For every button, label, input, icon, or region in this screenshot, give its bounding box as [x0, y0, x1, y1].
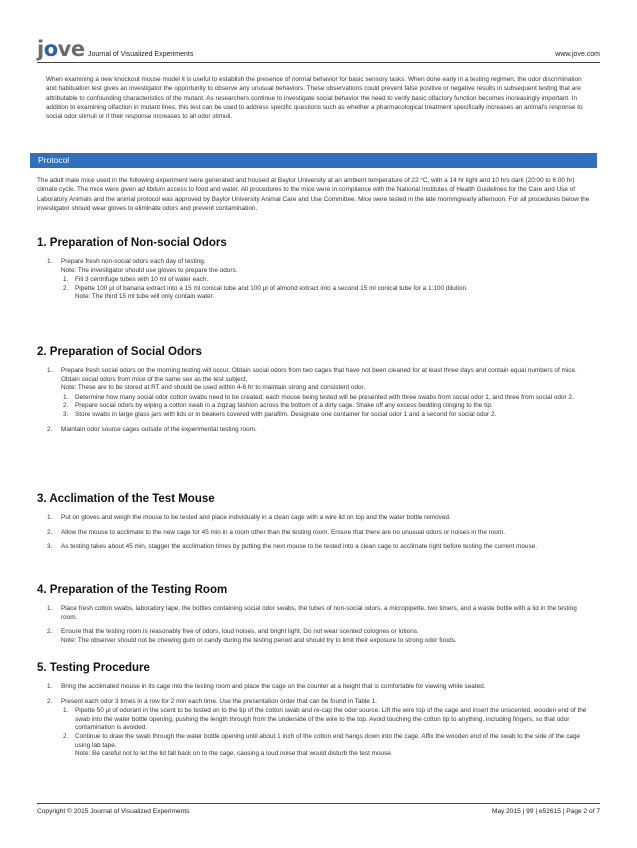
step-text: Bring the acclimated mouse in its cage into the testing room and place the cage on the counter at a height that is comfortable for viewing while seated. — [61, 683, 486, 690]
substep-item — [61, 733, 593, 759]
step-text: Put on gloves and weigh the mouse to be tested and place individually in a clean cage with a wire lid on top and the water bottle removed. — [61, 514, 451, 521]
step-item — [37, 628, 593, 645]
logo-text-prefix: j — [37, 37, 44, 61]
step-number: 2. — [47, 628, 53, 636]
citation: May 2015 | 99 | e52615 | Page 2 of 7 — [491, 808, 600, 815]
step-item — [37, 605, 593, 622]
substep-text: Store swabs in large glass jars with lids or in beakers covered with parafilm. Designate one container for social odor 1 and a second for social odor 2. — [75, 410, 497, 418]
protocol-intro — [37, 176, 593, 214]
step-number: 1. — [47, 514, 53, 521]
protocol-heading-bar — [30, 153, 597, 168]
substep-text: Pipette 100 µl of banana extract into a 15 ml conical tube and 100 µl of almond extract into a second 15 ml conical tube for a 1:100 dilution. — [75, 284, 468, 292]
logo-text-suffix: ve — [57, 37, 85, 61]
substep-text: Determine how many social odor cotton swabs need to be created: each mouse being tested will be presented with three swabs from social odor 1, and three from social odor 2. — [75, 393, 574, 401]
substep-number: 2. — [63, 284, 69, 292]
step-note: Note: These are to be stored at RT and should be used within 4-6 hr to maintain strong and consistent odor. — [61, 384, 366, 392]
section-testing-room — [37, 583, 593, 651]
page-footer — [37, 803, 600, 818]
step-text: Maintain odor source cages outside of the experimental testing room. — [61, 425, 257, 433]
section-title: 2. Preparation of Social Odors — [37, 346, 202, 358]
step-number: 1. — [47, 683, 53, 690]
step-item — [37, 367, 593, 420]
step-number: 3. — [47, 543, 53, 551]
step-note: Note: The investigator should use gloves to prepare the odors. — [61, 266, 238, 274]
substep-note: Note: The third 15 ml tube will only contain water. — [75, 293, 215, 301]
step-number: 1. — [47, 258, 53, 265]
protocol-intro-text-2: access to food and water. All procedures to the mice were in compliance with the National Institutes of Health Guidelines for the Care and Use of Laboratory Animals and the animal protocol was approved by Baylor University Animal Care and Use Committee. Mice were tested in the late morning/early afternoon. For all procedures below the investigator should wear gloves to eliminate odors and prevent contamination. — [37, 186, 590, 213]
logo-text-o: o — [43, 37, 58, 61]
step-number: 1. — [47, 605, 53, 612]
step-item — [37, 543, 593, 552]
step-text: Prepare fresh social odors on the morning testing will occur. Obtain social odors from two cages that have not been cleaned for at least three days and contain equal numbers of mice. Obtain social odors from mice of the same sex as the test subject. — [61, 367, 577, 383]
step-text: As testing takes about 45 min, stagger the acclimation times by putting the next mouse to be tested into a clean cage to acclimate right before testing the current mouse. — [61, 543, 538, 551]
substep-text: Prepare social odors by wiping a cotton swab in a zigzag fashion across the bottom of a dirty cage. Shake off any excess bedding clinging to the tip. — [75, 402, 493, 410]
protocol-heading: Protocol — [38, 155, 70, 165]
step-item — [37, 698, 593, 759]
substep-item — [61, 285, 593, 302]
section-non-social-odors — [37, 236, 593, 308]
substep-number: 1. — [63, 707, 69, 715]
section-testing-procedure — [37, 661, 593, 765]
protocol-intro-text-1: The adult male mice used in the following experiment were generated and housed at Baylor University at an ambient temperature of 22 °C, with a 14 hr light and 10 hrs dark (20:00 to 6:00 hr) climate cycle. The mice were given — [37, 177, 575, 194]
substep-item — [61, 411, 593, 420]
substep-text: Fill 3 centrifuge tubes with 10 ml of water each. — [75, 276, 209, 284]
substep-number: 1. — [63, 276, 69, 284]
substep-number: 3. — [63, 410, 69, 418]
step-note: Note: The observer should not be chewing gum or candy during the testing period and should try to limit their exposure to strong odor foods. — [61, 636, 457, 644]
step-number: 2. — [47, 528, 53, 536]
section-title: 1. Preparation of Non-social Odors — [37, 237, 227, 249]
step-text: Allow the mouse to acclimate to the new cage for 45 min in a room other than the testing room. Ensure that there are no unusual odors or noises in the room. — [61, 528, 506, 536]
section-social-odors — [37, 345, 593, 440]
substep-number: 2. — [63, 732, 69, 740]
substep-item — [61, 402, 593, 411]
substep-item — [61, 276, 593, 285]
protocol-intro-italic: ad libitum — [137, 186, 166, 194]
substep-number: 1. — [63, 393, 69, 401]
step-text: Present each odor 3 times in a row for 2 min each time. Use the presentation order that can be found in Table 1. — [61, 697, 378, 705]
intro-paragraph: When examining a new knockout mouse model it is useful to establish the presence of normal behavior for basic sensory tasks. When done early in a testing regimen, the odor discrimination and habituation test gives an investigator the opportunity to observe any unusual behaviors. These observations could prevent false positive or negative results in subsequent testing that are attributable to confounding characteristics of the mutant. As researchers continue to investigate social behavior the need to verify basic olfactory function becomes increasingly important. In addition to examining olfaction in mutant lines, this test can be used to address specific questions such as whether a pharmacological treatment specifically increases an animal's response to social odor stimuli or if their response increases to all odor stimuli. — [46, 76, 583, 121]
step-number: 1. — [47, 367, 53, 374]
step-text: Place fresh cotton swabs, laboratory tape, the bottles containing social odor swabs, the tubes of non-social odors, a micropipette, two timers, and a waste bottle with a lid in the testing room. — [61, 605, 577, 621]
section-title: 4. Preparation of the Testing Room — [37, 584, 228, 596]
journal-name: Journal of Visualized Experiments — [88, 51, 194, 58]
step-item — [37, 514, 593, 523]
step-item — [37, 426, 593, 435]
step-number: 2. — [47, 425, 53, 433]
substep-note: Note: Be careful not to let the lid fall back on to the cage, causing a loud noise that would disturb the test mouse. — [75, 750, 393, 758]
step-text: Ensure that the testing room is reasonably free of odors, loud noises, and bright light. Do not wear scented colognes or lotions. — [61, 628, 419, 636]
step-item — [37, 683, 593, 692]
substep-item — [61, 707, 593, 733]
website-url[interactable]: www.jove.com — [555, 51, 600, 58]
section-title: 3. Acclimation of the Test Mouse — [37, 493, 215, 505]
step-item — [37, 258, 593, 302]
step-number: 2. — [47, 697, 53, 705]
step-item — [37, 529, 593, 538]
substep-item — [61, 394, 593, 403]
section-acclimation — [37, 492, 593, 558]
section-title: 5. Testing Procedure — [37, 662, 150, 674]
page-header — [37, 38, 600, 63]
substep-text: Continue to draw the swab through the water bottle opening until about 1 inch of the cotton end hangs down into the cage. Affix the wooden end of the swab to the side of the cage using lab tape. — [75, 732, 581, 749]
substep-text: Pipette 50 µl of odorant in the scent to be tested on to the tip of the cotton swab and re-cap the odor source. Lift the wire top of the cage and insert the unscented, wooden end of the swab into the water bottle opening, pushing the length through from the underside of the wire to the top. Avoid touching the cotton tip to anything, including fingers, so that odor contamination is avoided. — [75, 707, 587, 732]
copyright: Copyright © 2015 Journal of Visualized Experiments — [37, 808, 190, 815]
substep-number: 2. — [63, 402, 69, 410]
jove-logo — [37, 38, 85, 60]
step-text: Prepare fresh non-social odors each day of testing. — [61, 258, 206, 265]
